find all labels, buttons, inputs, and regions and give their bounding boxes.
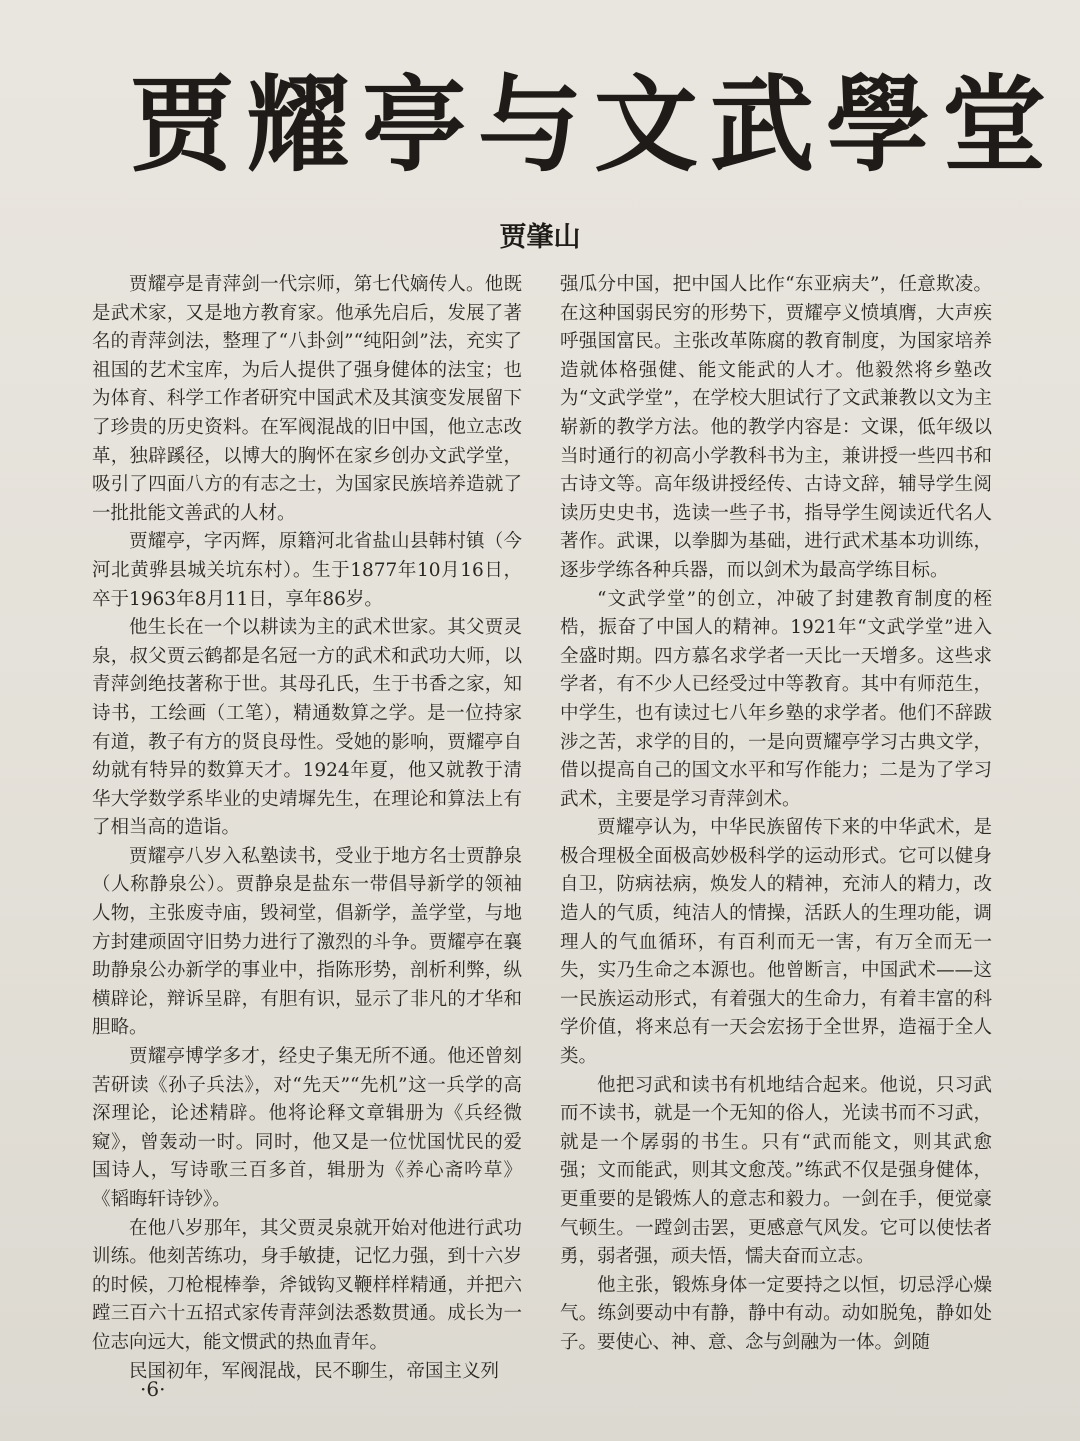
page-number: ·6· (140, 1377, 166, 1401)
paragraph: 贾耀亭八岁入私塾读书，受业于地方名士贾静泉（人称静泉公）。贾静泉是盐东一带倡导新学的领袖人物，主张废寺庙，毁祠堂，倡新学，盖学堂，与地方封建顽固守旧势力进行了激烈的斗争。贾耀亭在襄助静泉公办新学的事业中，指陈形势，剖析利弊，纵横辟论，辩诉呈辟，有胆有识，显示了非凡的才华和胆略。 (92, 845, 522, 1039)
paragraph: 贾耀亭是青萍剑一代宗师，第七代嫡传人。他既是武术家，又是地方教育家。他承先启后，发展了著名的青萍剑法，整理了“八卦剑”“纯阳剑”法，充实了祖国的艺术宝库，为后人提供了强身健体的法宝；也为体育、科学工作者研究中国武术及其演变发展留下了珍贵的历史资料。在军阀混战的旧中国，他立志改革，独辟蹊径，以博大的胸怀在家乡创办文武学堂，吸引了四面八方的有志之士，为国家民族培养造就了一批批能文善武的人材。 (92, 274, 522, 524)
paragraph: 在他八岁那年，其父贾灵泉就开始对他进行武功训练。他刻苦练功，身手敏捷，记忆力强，到十六岁的时候，刀枪棍棒拳，斧钺钩叉鞭样样精通，并把六蹚三百六十五招式家传青萍剑法悉数贯通。成长为一位志向远大，能文惯武的热血青年。 (92, 1217, 522, 1353)
paragraph: 他生长在一个以耕读为主的武术世家。其父贾灵泉，叔父贾云鹤都是名冠一方的武术和武功大师，以青萍剑绝技著称于世。其母孔氏，生于书香之家，知诗书，工绘画（工笔），精通数算之学。是一位持家有道，教子有方的贤良母性。受她的影响，贾耀亭自幼就有特异的数算天才。1924年夏，他又就教于清华大学数学系毕业的史靖墀先生，在理论和算法上有了相当高的造诣。 (92, 617, 522, 839)
paragraph: 他主张，锻炼身体一定要持之以恒，切忌浮心燥气。练剑要动中有静，静中有动。动如脱兔，静如处子。要使心、神、意、念与剑融为一体。剑随 (560, 1274, 992, 1353)
paragraph: 贾耀亭，字丙辉，原籍河北省盐山县韩村镇（今河北黄骅县城关坑东村）。生于1877年10月16日，卒于1963年8月11日，享年86岁。 (92, 531, 522, 610)
right-column (560, 271, 992, 1358)
paragraph: “文武学堂”的创立，冲破了封建教育制度的桎梏，振奋了中国人的精神。1921年“文武学堂”进入全盛时期。四方慕名求学者一天比一天增多。这些求学者，有不少人已经受过中等教育。其中有师范生，中学生，也有读过七八年乡塾的求学者。他们不辞跋涉之苦，求学的目的，一是向贾耀亭学习古典文学，借以提高自己的国文水平和写作能力；二是为了学习武术，主要是学习青萍剑术。 (560, 588, 992, 810)
article-title: 贾耀亭与文武學堂 (130, 63, 1059, 186)
paragraph: 贾耀亭博学多才，经史子集无所不通。他还曾刻苦研读《孙子兵法》，对“先天”“先机”这一兵学的高深理论，论述精辟。他将论释文章辑册为《兵经微窥》，曾轰动一时。同时，他又是一位忧国忧民的爱国诗人，写诗歌三百多首，辑册为《养心斋吟草》《韬晦轩诗钞》。 (92, 1046, 522, 1210)
paragraph: 贾耀亭认为，中华民族留传下来的中华武术，是极合理极全面极高妙极科学的运动形式。它可以健身自卫，防病祛病，焕发人的精神，充沛人的精力，改造人的气质，纯洁人的情操，活跃人的生理功能，调理人的气血循环，有百利而无一害，有万全而无一失，实乃生命之本源也。他曾断言，中国武术——这一民族运动形式，有着强大的生命力，有着丰富的科学价值，将来总有一天会宏扬于全世界，造福于全人类。 (560, 817, 992, 1068)
article-author: 贾肇山 (499, 222, 581, 253)
left-column (92, 271, 522, 1386)
paragraph: 民国初年，军阀混战，民不聊生，帝国主义列 (129, 1360, 500, 1382)
paragraph: 他把习武和读书有机地结合起来。他说，只习武而不读书，就是一个无知的俗人，光读书而不习武，就是一个孱弱的书生。只有“武而能文，则其武愈强；文而能武，则其文愈茂。”练武不仅是强身健体，更重要的是锻炼人的意志和毅力。一剑在手，便觉豪气顿生。一蹚剑击罢，更感意气风发。它可以使怯者勇，弱者强，顽夫悟，懦夫奋而立志。 (560, 1074, 992, 1268)
paragraph: 强瓜分中国，把中国人比作“东亚病夫”，任意欺凌。在这种国弱民穷的形势下，贾耀亭义愤填膺，大声疾呼强国富民。主张改革陈腐的教育制度，为国家培养造就体格强健、能文能武的人才。他毅然将乡塾改为“文武学堂”，在学校大胆试行了文武兼教以文为主崭新的教学方法。他的教学内容是：文课，低年级以当时通行的初高小学教科书为主，兼讲授一些四书和古诗文等。高年级讲授经传、古诗文辞，辅导学生阅读历史史书，选读一些子书，指导学生阅读近代名人著作。武课，以拳脚为基础，进行武术基本功训练，逐步学练各种兵器，而以剑术为最高学练目标。 (560, 274, 992, 581)
